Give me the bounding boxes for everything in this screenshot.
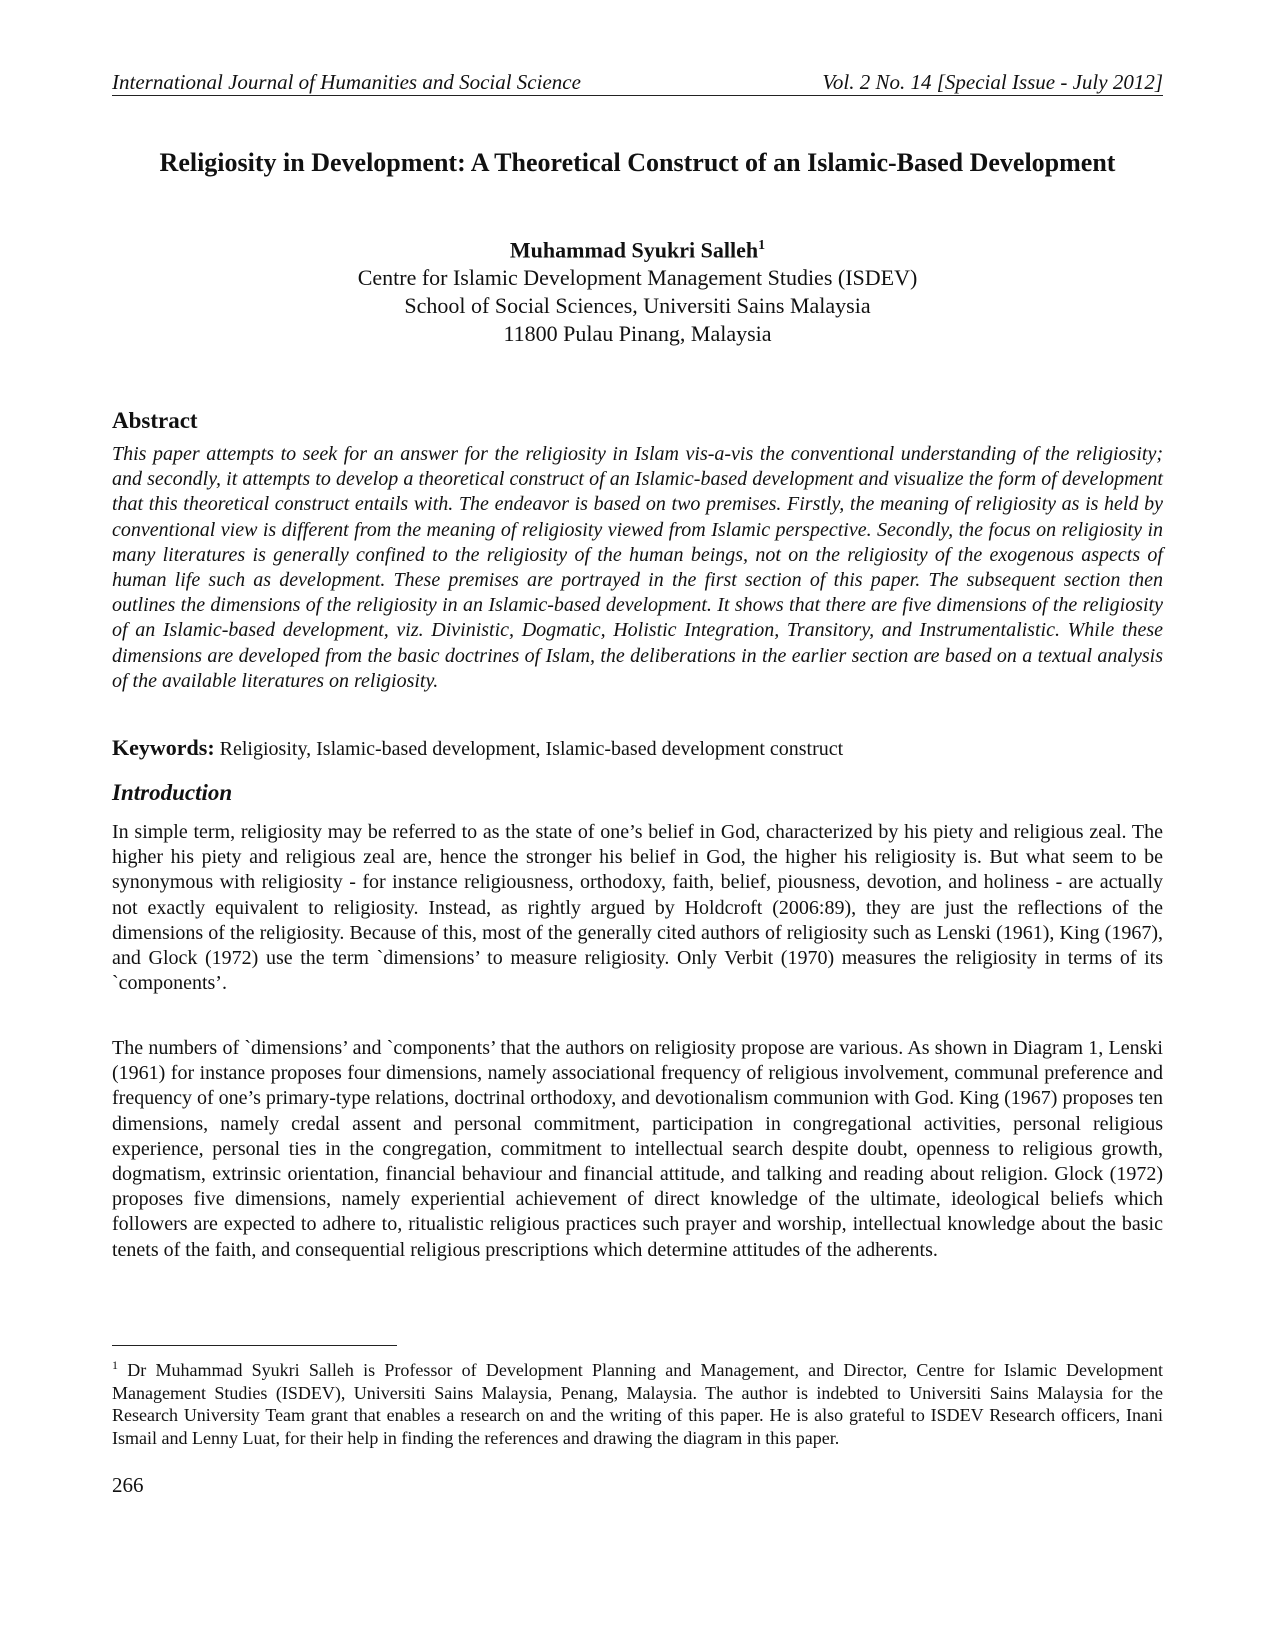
footnote-divider (112, 1345, 397, 1346)
author-footnote-marker: 1 (758, 238, 766, 253)
keywords-text: Religiosity, Islamic-based development, Islamic-based development construct (219, 738, 844, 760)
journal-name: International Journal of Humanities and Social Science (112, 70, 581, 94)
page-number: 266 (112, 1473, 144, 1497)
footnote-marker: 1 (112, 1358, 118, 1372)
issue-info: Vol. 2 No. 14 [Special Issue - July 2012] (822, 70, 1163, 94)
author-name-text: Muhammad Syukri Salleh (509, 237, 759, 263)
keywords (112, 735, 1163, 762)
running-header (112, 70, 1163, 96)
introduction-heading: Introduction (112, 780, 233, 805)
keywords-label: Keywords: (112, 735, 215, 760)
author-name (112, 232, 1163, 264)
footnote-text: Dr Muhammad Syukri Salleh is Professor of Development Planning and Management, and Director, Centre for Islamic Development Management Studies (ISDEV), Universiti Sains Malaysia, Penang, Malaysia. The author is indebted to Universiti Sains Malaysia for the Research University Team grant that enables a research on and the writing of this paper. He is also grateful to ISDEV Research officers, Inani Ismail and Lenny Luat, for their help in finding the references and drawing the diagram in this paper. (112, 1360, 1163, 1448)
paper-title: Religiosity in Development: A Theoretical Construct of an Islamic-Based Development (159, 148, 1116, 177)
abstract-text: This paper attempts to seek for an answer for the religiosity in Islam vis-a-vis the conventional understanding of the religiosity; and secondly, it attempts to develop a theoretical construct of an Islamic-based development and visualize the form of development that this theoretical construct entails with. The endeavor is based on two premises. Firstly, the meaning of religiosity as is held by conventional view is different from the meaning of religiosity viewed from Islamic perspective. Secondly, the focus on religiosity in many literatures is generally confined to the religiosity of the human beings, not on the religiosity of the exogenous aspects of human life such as development. These premises are portrayed in the first section of this paper. The subsequent section then outlines the dimensions of the religiosity in an Islamic-based development. It shows that there are five dimensions of the religiosity of an Islamic-based development, viz. Divinistic, Dogmatic, Holistic Integration, Transitory, and Instrumentalistic. While these dimensions are developed from the basic doctrines of Islam, the deliberations in the earlier section are based on a textual analysis of the available literatures on religiosity. (112, 443, 1163, 692)
footnote (112, 1354, 1163, 1449)
affiliation-line-1: Centre for Islamic Development Management Studies (ISDEV) (357, 265, 918, 291)
introduction-paragraph-1: In simple term, religiosity may be referred to as the state of one’s belief in God, characterized by his piety and religious zeal. The higher his piety and religious zeal are, hence the stronger his belief in God, the higher his religiosity is. But what seem to be synonymous with religiosity - for instance religiousness, orthodoxy, faith, belief, piousness, devotion, and holiness - are actually not exactly equivalent to religiosity. Instead, as rightly argued by Holdcroft (2006:89), they are just the reflections of the dimensions of the religiosity. Because of this, most of the generally cited authors of religiosity such as Lenski (1961), King (1967), and Glock (1972) use the term `dimensions’ to measure religiosity. Only Verbit (1970) measures the religiosity in terms of its `components’. (112, 821, 1163, 995)
author-block (112, 232, 1163, 348)
abstract-heading: Abstract (112, 408, 198, 433)
introduction-paragraph-2: The numbers of `dimensions’ and `components’ that the authors on religiosity propose are various. As shown in Diagram 1, Lenski (1961) for instance proposes four dimensions, namely associational frequency of religious involvement, communal preference and frequency of one’s primary-type relations, doctrinal orthodoxy, and devotionalism communion with God. King (1967) proposes ten dimensions, namely credal assent and personal commitment, participation in congregational activities, personal religious experience, personal ties in the congregation, commitment to intellectual search despite doubt, openness to religious growth, dogmatism, extrinsic orientation, financial behaviour and financial attitude, and talking and reading about religion. Glock (1972) proposes five dimensions, namely experiential achievement of direct knowledge of the ultimate, ideological beliefs which followers are expected to adhere to, ritualistic religious practices such prayer and worship, intellectual knowledge about the basic tenets of the faith, and consequential religious prescriptions which determine attitudes of the adherents. (112, 1037, 1163, 1261)
affiliation-line-2: School of Social Sciences, Universiti Sains Malaysia (404, 293, 871, 319)
affiliation-line-3: 11800 Pulau Pinang, Malaysia (503, 321, 772, 347)
